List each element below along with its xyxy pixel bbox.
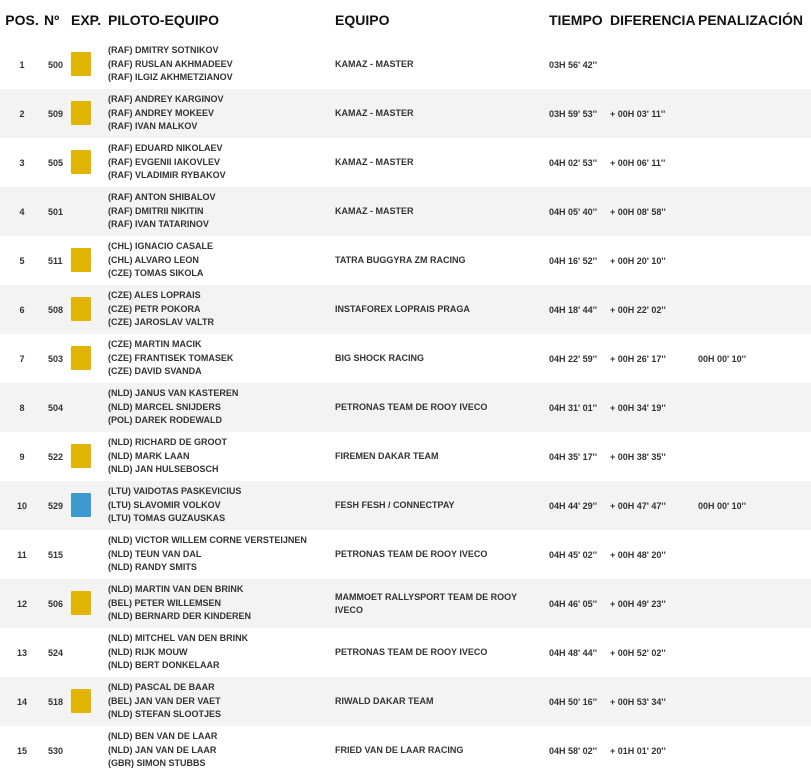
car-number-cell: 509 xyxy=(48,108,64,119)
experience-cell xyxy=(71,138,108,187)
crew-member: (NLD) VICTOR WILLEM CORNE VERSTEIJNEN xyxy=(108,535,307,546)
crew-cell xyxy=(108,530,335,579)
header-pos: POS. xyxy=(5,12,39,28)
position-cell: 3 xyxy=(19,157,25,168)
difference-cell: + 00H 48' 20'' xyxy=(610,549,666,560)
header-number: Nº xyxy=(44,12,60,28)
penalty-cell: 00H 00' 10'' xyxy=(698,500,746,511)
time-cell: 04H 58' 02'' xyxy=(549,745,597,756)
experience-cell xyxy=(71,334,108,383)
crew-member: (CZE) TOMAS SIKOLA xyxy=(108,268,204,279)
time-cell: 04H 16' 52'' xyxy=(549,255,597,266)
experience-badge-icon xyxy=(71,689,91,713)
time-cell: 04H 46' 05'' xyxy=(549,598,597,609)
difference-cell: + 00H 20' 10'' xyxy=(610,255,666,266)
team-cell: FESH FESH / CONNECTPAY xyxy=(335,500,455,510)
penalty-cell xyxy=(698,40,811,89)
difference-cell: + 00H 47' 47'' xyxy=(610,500,666,511)
crew-cell xyxy=(108,40,335,89)
crew-member: (RAF) ANDREY KARGINOV xyxy=(108,94,224,105)
car-number-cell: 504 xyxy=(48,402,64,413)
crew-member: (GBR) SIMON STUBBS xyxy=(108,758,206,769)
crew-member: (POL) DAREK RODEWALD xyxy=(108,415,222,426)
crew-member: (BEL) JAN VAN DER VAET xyxy=(108,695,221,706)
team-cell: PETRONAS TEAM DE ROOY IVECO xyxy=(335,402,488,412)
crew-member: (CZE) MARTIN MACIK xyxy=(108,339,202,350)
position-cell: 1 xyxy=(19,59,25,70)
penalty-cell: 00H 00' 10'' xyxy=(698,353,746,364)
crew-member: (BEL) PETER WILLEMSEN xyxy=(108,597,221,608)
crew-member: (NLD) TEUN VAN DAL xyxy=(108,548,202,559)
time-cell: 04H 48' 44'' xyxy=(549,647,597,658)
position-cell: 2 xyxy=(19,108,25,119)
penalty-cell xyxy=(698,628,811,677)
crew-member: (NLD) MARCEL SNIJDERS xyxy=(108,401,221,412)
position-cell: 10 xyxy=(16,500,27,511)
car-number-cell: 501 xyxy=(48,206,64,217)
time-cell: 04H 50' 16'' xyxy=(549,696,597,707)
penalty-cell xyxy=(698,187,811,236)
experience-cell xyxy=(71,579,108,628)
experience-badge-icon xyxy=(71,52,91,76)
table-row[interactable] xyxy=(0,481,811,530)
penalty-cell xyxy=(698,138,811,187)
car-number-cell: 529 xyxy=(48,500,64,511)
header-driver-team: PILOTO-EQUIPO xyxy=(108,12,219,28)
time-cell: 04H 22' 59'' xyxy=(549,353,597,364)
crew-member: (CHL) IGNACIO CASALE xyxy=(108,241,213,252)
crew-member: (NLD) JAN HULSEBOSCH xyxy=(108,464,219,475)
table-row[interactable] xyxy=(0,40,811,89)
difference-cell: + 01H 01' 20'' xyxy=(610,745,666,756)
crew-cell xyxy=(108,628,335,677)
table-row[interactable] xyxy=(0,432,811,481)
car-number-cell: 500 xyxy=(48,59,64,70)
crew-member: (NLD) MARK LAAN xyxy=(108,450,190,461)
experience-cell xyxy=(71,432,108,481)
car-number-cell: 508 xyxy=(48,304,64,315)
table-row[interactable] xyxy=(0,89,811,138)
header-exp: EXP. xyxy=(71,12,102,28)
penalty-cell xyxy=(698,89,811,138)
crew-member: (RAF) ANDREY MOKEEV xyxy=(108,107,215,118)
position-cell: 6 xyxy=(19,304,25,315)
experience-badge-icon xyxy=(71,297,91,321)
experience-badge-icon xyxy=(71,101,91,125)
team-cell: FIREMEN DAKAR TEAM xyxy=(335,451,439,461)
table-row[interactable] xyxy=(0,726,811,775)
crew-cell xyxy=(108,236,335,285)
penalty-cell xyxy=(698,530,811,579)
experience-badge-icon xyxy=(71,591,91,615)
time-cell: 04H 45' 02'' xyxy=(549,549,597,560)
team-cell: TATRA BUGGYRA ZM RACING xyxy=(335,255,466,265)
crew-member: (NLD) PASCAL DE BAAR xyxy=(108,682,215,693)
crew-member: (NLD) BEN VAN DE LAAR xyxy=(108,731,218,742)
table-row[interactable] xyxy=(0,187,811,236)
crew-cell xyxy=(108,187,335,236)
car-number-cell: 506 xyxy=(48,598,64,609)
experience-badge-icon xyxy=(71,346,91,370)
crew-member: (CZE) FRANTISEK TOMASEK xyxy=(108,352,234,363)
team-cell: BIG SHOCK RACING xyxy=(335,353,425,363)
penalty-cell xyxy=(698,726,811,775)
crew-member: (RAF) IVAN TATARINOV xyxy=(108,219,209,230)
difference-cell: + 00H 22' 02'' xyxy=(610,304,666,315)
crew-cell xyxy=(108,383,335,432)
crew-member: (RAF) EVGENII IAKOVLEV xyxy=(108,156,221,167)
car-number-cell: 522 xyxy=(48,451,64,462)
experience-cell xyxy=(71,481,108,530)
car-number-cell: 518 xyxy=(48,696,64,707)
experience-cell xyxy=(71,677,108,726)
table-row[interactable] xyxy=(0,334,811,383)
time-cell: 04H 05' 40'' xyxy=(549,206,597,217)
table-row[interactable] xyxy=(0,530,811,579)
crew-member: (RAF) VLADIMIR RYBAKOV xyxy=(108,170,226,181)
team-cell: KAMAZ - MASTER xyxy=(335,157,414,167)
time-cell: 04H 35' 17'' xyxy=(549,451,597,462)
experience-cell xyxy=(71,236,108,285)
crew-member: (NLD) RICHARD DE GROOT xyxy=(108,437,227,448)
table-header xyxy=(0,0,811,40)
time-cell: 04H 31' 01'' xyxy=(549,402,597,413)
header-penalty: PENALIZACIÓN xyxy=(698,12,803,28)
team-cell: KAMAZ - MASTER xyxy=(335,59,414,69)
difference-cell: + 00H 26' 17'' xyxy=(610,353,666,364)
time-cell: 04H 02' 53'' xyxy=(549,157,597,168)
position-cell: 14 xyxy=(16,696,27,707)
crew-member: (CZE) ALES LOPRAIS xyxy=(108,290,201,301)
penalty-cell xyxy=(698,432,811,481)
crew-member: (RAF) ANTON SHIBALOV xyxy=(108,192,216,203)
crew-member: (CHL) ALVARO LEON xyxy=(108,254,199,265)
penalty-cell xyxy=(698,677,811,726)
experience-cell xyxy=(71,726,108,775)
difference-cell: + 00H 53' 34'' xyxy=(610,696,666,707)
table-row[interactable] xyxy=(0,285,811,334)
experience-cell xyxy=(71,628,108,677)
position-cell: 11 xyxy=(17,549,27,560)
position-cell: 12 xyxy=(16,598,27,609)
crew-cell xyxy=(108,677,335,726)
difference-cell: + 00H 38' 35'' xyxy=(610,451,666,462)
crew-cell xyxy=(108,334,335,383)
crew-member: (NLD) RIJK MOUW xyxy=(108,646,188,657)
difference-cell: + 00H 34' 19'' xyxy=(610,402,666,413)
team-cell: INSTAFOREX LOPRAIS PRAGA xyxy=(335,304,470,314)
position-cell: 5 xyxy=(19,255,25,266)
team-cell: PETRONAS TEAM DE ROOY IVECO xyxy=(335,549,488,559)
team-cell: RIWALD DAKAR TEAM xyxy=(335,696,434,706)
crew-member: (LTU) VAIDOTAS PASKEVICIUS xyxy=(108,486,242,497)
experience-cell xyxy=(71,40,108,89)
crew-cell xyxy=(108,432,335,481)
position-cell: 9 xyxy=(19,451,25,462)
experience-cell xyxy=(71,530,108,579)
position-cell: 13 xyxy=(16,647,27,658)
crew-member: (NLD) JAN VAN DE LAAR xyxy=(108,744,217,755)
crew-cell xyxy=(108,481,335,530)
experience-cell xyxy=(71,187,108,236)
crew-member: (RAF) IVAN MALKOV xyxy=(108,121,198,132)
table-row[interactable] xyxy=(0,677,811,726)
crew-member: (NLD) MITCHEL VAN DEN BRINK xyxy=(108,633,249,644)
table-row[interactable] xyxy=(0,579,811,628)
crew-member: (NLD) BERNARD DER KINDEREN xyxy=(108,611,251,622)
header-time: TIEMPO xyxy=(549,12,603,28)
crew-member: (RAF) DMITRY SOTNIKOV xyxy=(108,45,219,56)
header-team: EQUIPO xyxy=(335,12,390,28)
experience-cell xyxy=(71,89,108,138)
team-cell: KAMAZ - MASTER xyxy=(335,206,414,216)
position-cell: 15 xyxy=(16,745,27,756)
team-cell: FRIED VAN DE LAAR RACING xyxy=(335,745,464,755)
crew-cell xyxy=(108,138,335,187)
car-number-cell: 505 xyxy=(48,157,64,168)
crew-member: (NLD) BERT DONKELAAR xyxy=(108,660,220,671)
penalty-cell xyxy=(698,579,811,628)
crew-member: (NLD) RANDY SMITS xyxy=(108,562,197,573)
difference-cell xyxy=(610,40,698,89)
penalty-cell xyxy=(698,285,811,334)
crew-member: (RAF) ILGIZ AKHMETZIANOV xyxy=(108,72,233,83)
crew-member: (CZE) JAROSLAV VALTR xyxy=(108,317,214,328)
difference-cell: + 00H 06' 11'' xyxy=(610,157,666,168)
crew-member: (NLD) JANUS VAN KASTEREN xyxy=(108,388,239,399)
crew-cell xyxy=(108,726,335,775)
crew-member: (RAF) DMITRII NIKITIN xyxy=(108,205,204,216)
team-cell: MAMMOET RALLYSPORT TEAM DE ROOY IVECO xyxy=(335,591,518,615)
table-row[interactable] xyxy=(0,383,811,432)
car-number-cell: 515 xyxy=(48,549,64,560)
crew-member: (NLD) MARTIN VAN DEN BRINK xyxy=(108,584,244,595)
experience-badge-icon xyxy=(71,493,91,517)
crew-cell xyxy=(108,579,335,628)
crew-member: (NLD) STEFAN SLOOTJES xyxy=(108,709,222,720)
experience-cell xyxy=(71,285,108,334)
car-number-cell: 511 xyxy=(48,255,63,266)
position-cell: 8 xyxy=(19,402,25,413)
team-cell: PETRONAS TEAM DE ROOY IVECO xyxy=(335,647,488,657)
header-difference: DIFERENCIA xyxy=(610,12,696,28)
experience-cell xyxy=(71,383,108,432)
difference-cell: + 00H 03' 11'' xyxy=(610,108,666,119)
crew-member: (LTU) TOMAS GUZAUSKAS xyxy=(108,513,226,524)
penalty-cell xyxy=(698,383,811,432)
experience-badge-icon xyxy=(71,150,91,174)
crew-member: (RAF) EDUARD NIKOLAEV xyxy=(108,143,223,154)
time-cell: 03H 59' 53'' xyxy=(549,108,597,119)
team-cell: KAMAZ - MASTER xyxy=(335,108,414,118)
difference-cell: + 00H 08' 58'' xyxy=(610,206,666,217)
time-cell: 04H 18' 44'' xyxy=(549,304,597,315)
crew-cell xyxy=(108,89,335,138)
car-number-cell: 503 xyxy=(48,353,64,364)
table-row[interactable] xyxy=(0,628,811,677)
car-number-cell: 524 xyxy=(48,647,64,658)
experience-badge-icon xyxy=(71,444,91,468)
car-number-cell: 530 xyxy=(48,745,64,756)
table-row[interactable] xyxy=(0,236,811,285)
table-row[interactable] xyxy=(0,138,811,187)
crew-member: (CZE) DAVID SVANDA xyxy=(108,366,202,377)
difference-cell: + 00H 52' 02'' xyxy=(610,647,666,658)
crew-cell xyxy=(108,285,335,334)
crew-member: (RAF) RUSLAN AKHMADEEV xyxy=(108,58,233,69)
crew-member: (CZE) PETR POKORA xyxy=(108,303,201,314)
position-cell: 7 xyxy=(19,353,25,364)
table-body xyxy=(0,40,811,775)
experience-badge-icon xyxy=(71,248,91,272)
time-cell: 04H 44' 29'' xyxy=(549,500,597,511)
time-cell: 03H 56' 42'' xyxy=(549,59,597,70)
crew-member: (LTU) SLAVOMIR VOLKOV xyxy=(108,499,221,510)
position-cell: 4 xyxy=(19,206,25,217)
penalty-cell xyxy=(698,236,811,285)
difference-cell: + 00H 49' 23'' xyxy=(610,598,666,609)
